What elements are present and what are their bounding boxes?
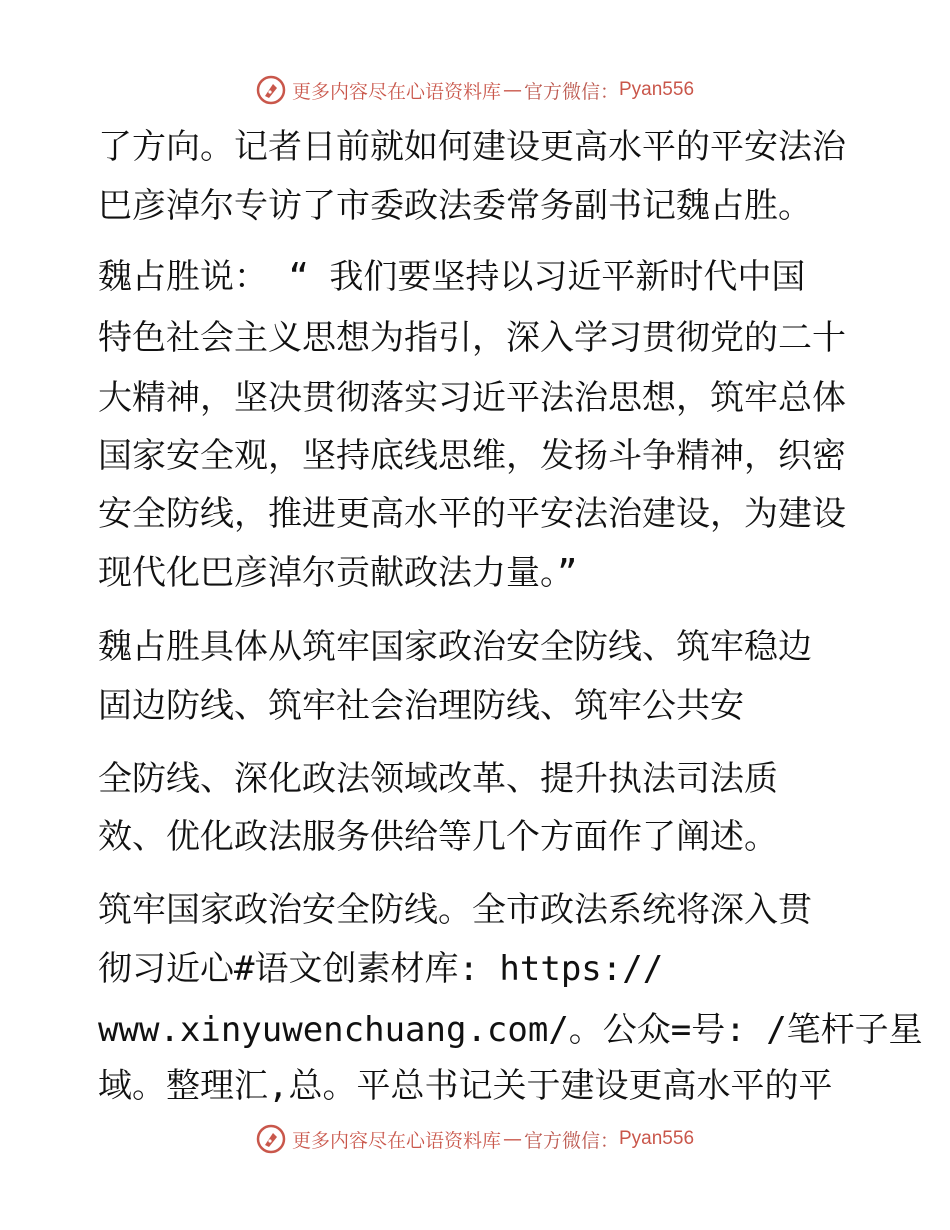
- text-line: 魏占胜具体从筑牢国家政治安全防线、筑牢稳边: [98, 627, 812, 667]
- watermark-main-text: 更多内容尽在心语资料库: [291, 80, 501, 103]
- text-line: 全防线、深化政法领域改革、提升执法司法质: [98, 759, 778, 799]
- text-line: 固边防线、筑牢社会治理防线、筑牢公共安: [98, 686, 744, 726]
- text-line: 现代化巴彦淖尔贡献政法力量。”: [98, 553, 578, 593]
- text-line: 筑牢国家政治安全防线。全市政法系统将深入贯: [98, 890, 812, 930]
- header-watermark: [0, 70, 950, 110]
- text-line: www.xinyuwenchuang.com/。公众=号: /笔杆子星: [98, 1010, 923, 1050]
- text-line: 了方向。记者日前就如何建设更高水平的平安法治: [98, 127, 846, 167]
- text-line: 国家安全观，坚持底线思维，发扬斗争精神，织密: [98, 436, 846, 476]
- text-line: 安全防线，推进更高水平的平安法治建设，为建设: [98, 494, 846, 534]
- watermark-separator: —: [502, 79, 522, 101]
- watermark-main-text: 更多内容尽在心语资料库: [291, 1129, 501, 1152]
- watermark-official-label: 官方微信：: [523, 1129, 619, 1152]
- text-line: 彻习近心#语文创素材库: https://: [98, 949, 664, 989]
- pen-nib-logo-icon: [256, 1124, 286, 1154]
- watermark-wechat-id: Pyan556: [619, 79, 695, 100]
- text-line: 域。整理汇,总。平总书记关于建设更高水平的平: [98, 1066, 833, 1106]
- text-line: 巴彦淖尔专访了市委政法委常务副书记魏占胜。: [98, 186, 812, 226]
- watermark-official-label: 官方微信：: [523, 80, 619, 103]
- pen-nib-logo-icon: [256, 75, 286, 105]
- watermark-wechat-id: Pyan556: [619, 1128, 695, 1149]
- footer-watermark: [0, 1119, 950, 1159]
- text-line: 特色社会主义思想为指引，深入学习贯彻党的二十: [98, 318, 846, 358]
- text-line: 效、优化政法服务供给等几个方面作了阐述。: [98, 817, 778, 857]
- text-line: 大精神，坚决贯彻落实习近平法治思想，筑牢总体: [98, 378, 846, 418]
- watermark-separator: —: [502, 1128, 522, 1150]
- text-line: 魏占胜说： “ 我们要坚持以习近平新时代中国: [98, 257, 806, 297]
